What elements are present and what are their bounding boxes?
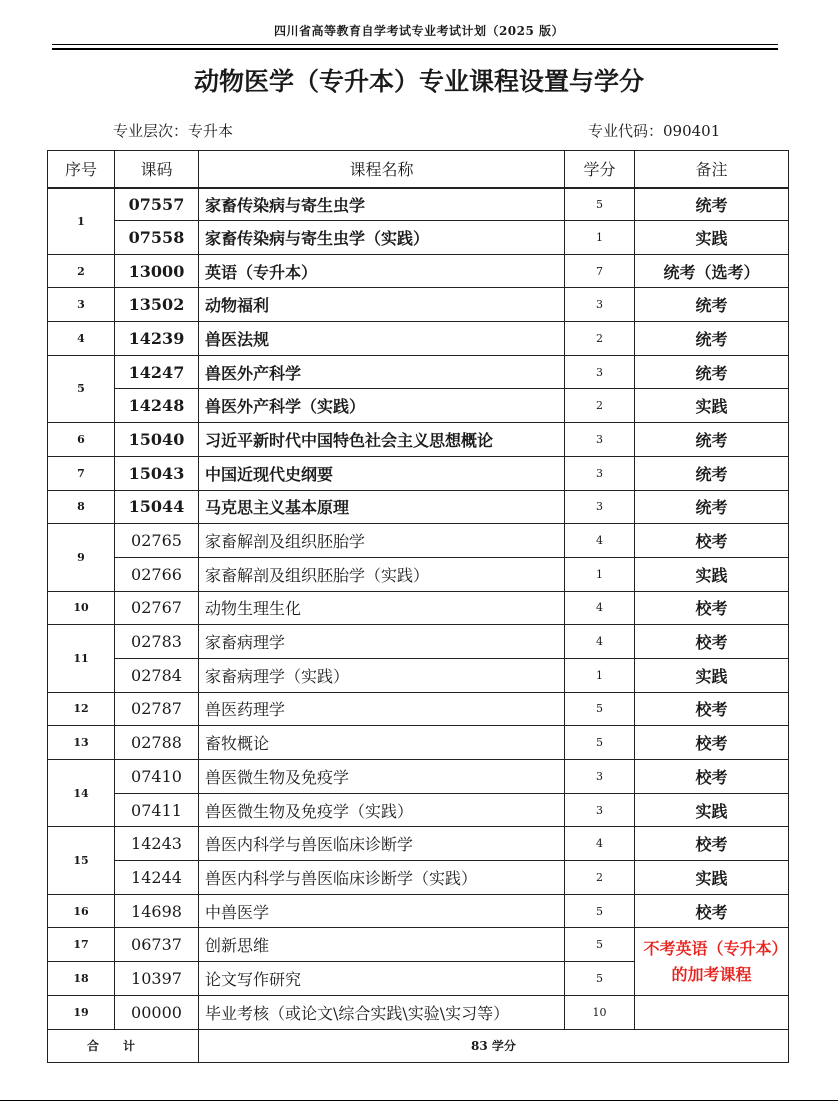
course-note: 校考 xyxy=(635,625,789,659)
course-name: 毕业考核（或论文\综合实践\实验\实习等） xyxy=(199,995,565,1029)
course-credit: 3 xyxy=(565,288,635,322)
course-credit: 3 xyxy=(565,423,635,457)
course-name: 马克思主义基本原理 xyxy=(199,490,565,524)
course-note: 实践 xyxy=(635,793,789,827)
course-name: 兽医内科学与兽医临床诊断学 xyxy=(199,827,565,861)
course-note: 实践 xyxy=(635,221,789,255)
course-code: 07557 xyxy=(115,188,199,221)
course-note: 统考（选考） xyxy=(635,254,789,288)
course-note: 实践 xyxy=(635,557,789,591)
header-rule-thin xyxy=(52,44,778,45)
course-name: 家畜传染病与寄生虫学（实践） xyxy=(199,221,565,255)
table-row xyxy=(48,995,789,1029)
row-seq: 8 xyxy=(48,490,115,524)
table-row xyxy=(48,221,789,255)
course-credit: 2 xyxy=(565,322,635,356)
course-note: 校考 xyxy=(635,726,789,760)
course-note: 校考 xyxy=(635,894,789,928)
course-credit: 1 xyxy=(565,658,635,692)
course-code: 02767 xyxy=(115,591,199,625)
col-header-name: 课程名称 xyxy=(199,151,565,188)
col-header-note: 备注 xyxy=(635,151,789,188)
row-seq: 16 xyxy=(48,894,115,928)
course-credit: 5 xyxy=(565,188,635,221)
course-note: 统考 xyxy=(635,490,789,524)
course-code: 14248 xyxy=(115,389,199,423)
course-code: 15043 xyxy=(115,456,199,490)
course-credit: 5 xyxy=(565,726,635,760)
course-credit: 2 xyxy=(565,861,635,895)
row-seq: 11 xyxy=(48,625,115,692)
course-name: 创新思维 xyxy=(199,928,565,962)
course-note: 校考 xyxy=(635,827,789,861)
col-header-seq: 序号 xyxy=(48,151,115,188)
row-seq: 2 xyxy=(48,254,115,288)
row-seq: 9 xyxy=(48,524,115,591)
table-row xyxy=(48,894,789,928)
course-code: 14244 xyxy=(115,861,199,895)
course-code: 02784 xyxy=(115,658,199,692)
course-credit: 3 xyxy=(565,490,635,524)
document-header: 四川省高等教育自学考试专业考试计划（2025 版） xyxy=(273,24,565,38)
table-row xyxy=(48,254,789,288)
course-code: 02787 xyxy=(115,692,199,726)
course-note: 统考 xyxy=(635,423,789,457)
course-name: 英语（专升本） xyxy=(199,254,565,288)
course-code: 13502 xyxy=(115,288,199,322)
table-row xyxy=(48,389,789,423)
row-seq: 12 xyxy=(48,692,115,726)
course-code: 07558 xyxy=(115,221,199,255)
row-seq: 10 xyxy=(48,591,115,625)
footer-rule xyxy=(0,1100,838,1101)
course-name: 家畜传染病与寄生虫学 xyxy=(199,188,565,221)
course-code: 07411 xyxy=(115,793,199,827)
table-row xyxy=(48,288,789,322)
table-row xyxy=(48,658,789,692)
course-code: 15044 xyxy=(115,490,199,524)
course-note: 校考 xyxy=(635,524,789,558)
course-code: 13000 xyxy=(115,254,199,288)
course-note: 统考 xyxy=(635,188,789,221)
course-credit: 7 xyxy=(565,254,635,288)
course-credit: 1 xyxy=(565,221,635,255)
course-credit: 3 xyxy=(565,456,635,490)
row-seq: 15 xyxy=(48,827,115,894)
course-code: 07410 xyxy=(115,760,199,794)
row-seq: 3 xyxy=(48,288,115,322)
course-code: 10397 xyxy=(115,962,199,996)
table-row xyxy=(48,928,789,962)
course-credit: 5 xyxy=(565,928,635,962)
row-seq: 14 xyxy=(48,760,115,827)
course-name: 家畜病理学（实践） xyxy=(199,658,565,692)
course-credit: 3 xyxy=(565,355,635,389)
course-name: 中国近现代史纲要 xyxy=(199,456,565,490)
course-name: 兽医法规 xyxy=(199,322,565,356)
table-row xyxy=(48,490,789,524)
table-row xyxy=(48,793,789,827)
row-seq: 7 xyxy=(48,456,115,490)
course-credit: 3 xyxy=(565,793,635,827)
row-seq: 19 xyxy=(48,995,115,1029)
table-row xyxy=(48,524,789,558)
course-code: 02783 xyxy=(115,625,199,659)
extra-exam-note: 不考英语（专升本）的加考课程 xyxy=(635,928,789,995)
table-row xyxy=(48,692,789,726)
course-code: 02766 xyxy=(115,557,199,591)
course-code: 14698 xyxy=(115,894,199,928)
table-row xyxy=(48,591,789,625)
course-note: 统考 xyxy=(635,288,789,322)
major-level: 专业层次：专升本 xyxy=(113,122,234,140)
course-credit: 4 xyxy=(565,827,635,861)
row-seq: 5 xyxy=(48,355,115,422)
table-row xyxy=(48,861,789,895)
header-rule-thick xyxy=(52,48,778,50)
row-seq: 4 xyxy=(48,322,115,356)
total-value: 83 学分 xyxy=(199,1029,789,1063)
course-credit: 5 xyxy=(565,962,635,996)
course-credit: 3 xyxy=(565,760,635,794)
course-note: 校考 xyxy=(635,692,789,726)
course-name: 中兽医学 xyxy=(199,894,565,928)
course-note: 统考 xyxy=(635,355,789,389)
table-row xyxy=(48,423,789,457)
table-row xyxy=(48,322,789,356)
course-note: 实践 xyxy=(635,861,789,895)
course-code: 14247 xyxy=(115,355,199,389)
course-code: 06737 xyxy=(115,928,199,962)
table-row xyxy=(48,760,789,794)
course-name: 家畜解剖及组织胚胎学（实践） xyxy=(199,557,565,591)
course-credit: 4 xyxy=(565,591,635,625)
table-row xyxy=(48,456,789,490)
course-credit: 1 xyxy=(565,557,635,591)
course-name: 家畜病理学 xyxy=(199,625,565,659)
course-code: 15040 xyxy=(115,423,199,457)
course-note: 校考 xyxy=(635,760,789,794)
table-row xyxy=(48,188,789,221)
course-note: 统考 xyxy=(635,322,789,356)
table-row xyxy=(48,827,789,861)
course-name: 兽医外产科学（实践） xyxy=(199,389,565,423)
row-seq: 13 xyxy=(48,726,115,760)
course-name: 习近平新时代中国特色社会主义思想概论 xyxy=(199,423,565,457)
course-name: 兽医内科学与兽医临床诊断学（实践） xyxy=(199,861,565,895)
table-row xyxy=(48,625,789,659)
row-seq: 6 xyxy=(48,423,115,457)
course-name: 兽医药理学 xyxy=(199,692,565,726)
course-name: 畜牧概论 xyxy=(199,726,565,760)
course-name: 家畜解剖及组织胚胎学 xyxy=(199,524,565,558)
major-code: 专业代码：090401 xyxy=(588,122,721,140)
row-seq: 1 xyxy=(48,188,115,255)
table-row xyxy=(48,726,789,760)
page-title: 动物医学（专升本）专业课程设置与学分 xyxy=(193,67,644,96)
course-credit: 10 xyxy=(565,995,635,1029)
course-credit: 4 xyxy=(565,625,635,659)
total-row xyxy=(48,1029,789,1063)
course-credit: 2 xyxy=(565,389,635,423)
course-name: 兽医微生物及免疫学 xyxy=(199,760,565,794)
course-code: 14243 xyxy=(115,827,199,861)
course-note: 实践 xyxy=(635,658,789,692)
course-name: 论文写作研究 xyxy=(199,962,565,996)
course-table xyxy=(47,150,789,1063)
course-credit: 5 xyxy=(565,894,635,928)
course-note: 校考 xyxy=(635,591,789,625)
course-note xyxy=(635,995,789,1029)
course-name: 动物生理生化 xyxy=(199,591,565,625)
course-code: 00000 xyxy=(115,995,199,1029)
col-header-credit: 学分 xyxy=(565,151,635,188)
table-row xyxy=(48,355,789,389)
col-header-code: 课码 xyxy=(115,151,199,188)
row-seq: 18 xyxy=(48,962,115,996)
course-name: 动物福利 xyxy=(199,288,565,322)
course-name: 兽医外产科学 xyxy=(199,355,565,389)
row-seq: 17 xyxy=(48,928,115,962)
course-credit: 5 xyxy=(565,692,635,726)
course-name: 兽医微生物及免疫学（实践） xyxy=(199,793,565,827)
course-note: 实践 xyxy=(635,389,789,423)
course-note: 统考 xyxy=(635,456,789,490)
course-code: 02765 xyxy=(115,524,199,558)
table-row xyxy=(48,557,789,591)
course-code: 14239 xyxy=(115,322,199,356)
course-credit: 4 xyxy=(565,524,635,558)
course-code: 02788 xyxy=(115,726,199,760)
total-label: 合计 xyxy=(48,1029,199,1063)
table-header-row xyxy=(48,151,789,188)
